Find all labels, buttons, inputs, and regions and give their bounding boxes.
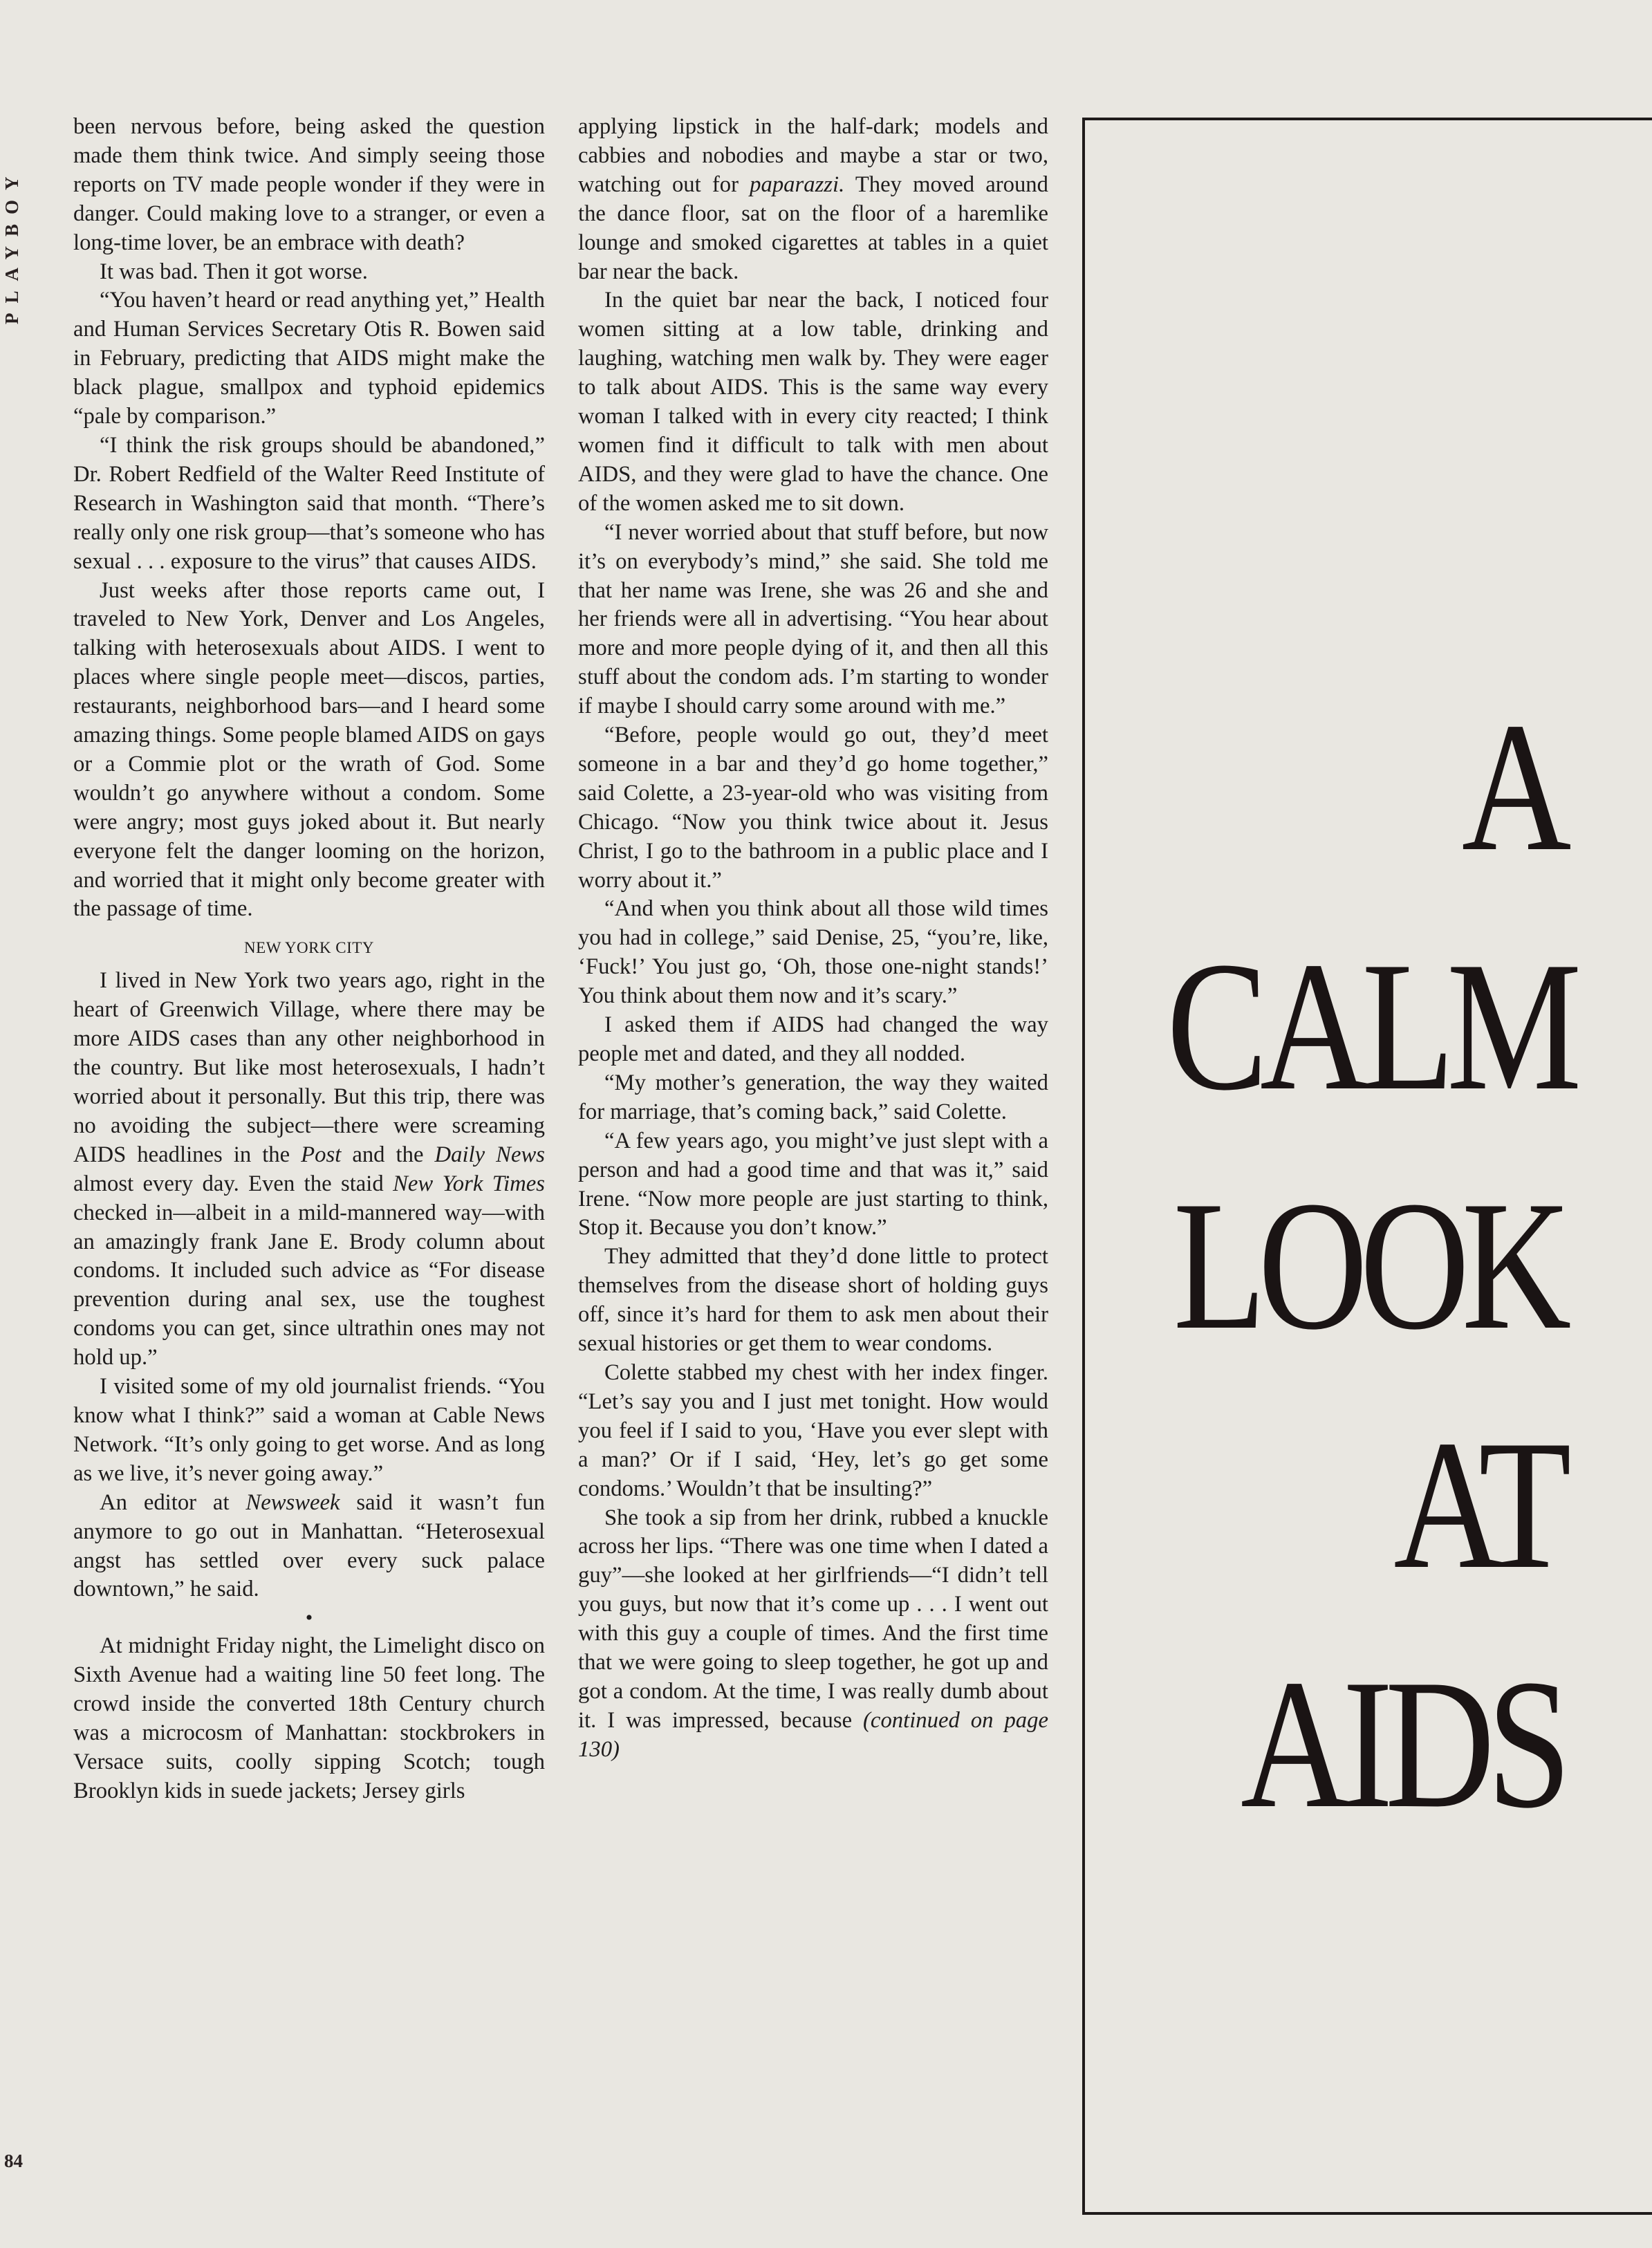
paragraph: been nervous before, being asked the question made them think twice. And simply seeing those reports on TV made people wonder if they were in danger. Could making love to a stranger, or even a long-time lover, be an embrace with death?	[73, 114, 545, 255]
page-number: 84	[4, 2151, 23, 2171]
article-column-1	[73, 113, 545, 1806]
paragraph: At midnight Friday night, the Limelight disco on Sixth Avenue had a waiting line 50 feet long. The crowd inside the converted 18th Century church was a microcosm of Manhattan: stockbrokers in Versace suits, coolly sipping Scotch; tough Brooklyn kids in suede jackets; Jersey girls	[73, 1633, 545, 1803]
paragraph: An editor at Newsweek said it wasn’t fun anymore to go out in Manhattan. “Heterosexual angst has settled over every suck palace downtown,” he said.	[73, 1489, 545, 1602]
paragraph: “I think the risk groups should be abandoned,” Dr. Robert Redfield of the Walter Reed Institute of Research in Washington said that month. “There’s really only one risk group—that’s someone who has sexual . . . exposure to the virus” that causes AIDS.	[73, 432, 545, 574]
title-box	[1082, 118, 1652, 2215]
paragraph: Colette stabbed my chest with her index finger. “Let’s say you and I just met tonight. How would you feel if I said to you, ‘Have you ever slept with a man?’ Or if I said, ‘Hey, let’s go get some condoms.’ Wouldn’t that be insulting?”	[578, 1359, 1048, 1501]
section-bullet: •	[305, 1606, 313, 1630]
paragraph: They admitted that they’d done little to protect themselves from the disease short of holding guys off, since it’s hard for them to ask men about their sexual histories or get them to wear condoms.	[578, 1244, 1048, 1357]
paragraph: “And when you think about all those wild times you had in college,” said Denise, 25, “you’re, like, ‘Fuck!’ You just go, ‘Oh, those one-night stands!’ You think about them now and it’s scary.”	[578, 896, 1048, 1009]
paragraph: applying lipstick in the half-dark; models and cabbies and nobodies and maybe a star or two, watching out for paparazzi. They moved around the dance floor, sat on the floor of a haremlike lounge and smoked cigarettes at tables in a quiet bar near the back.	[578, 114, 1048, 284]
paragraph: She took a sip from her drink, rubbed a knuckle across her lips. “There was one time when I dated a guy”—she looked at her girlfriends—“I didn’t tell you guys, but now that it’s come up . . . I went out with this guy a couple of times. And the first time that we were going to sleep together, he got up and got a condom. At the time, I was really dumb about it. I was impressed, because (continued on page 130)	[578, 1505, 1048, 1762]
title-word: A	[1461, 684, 1563, 889]
paragraph: “My mother’s generation, the way they waited for marriage, that’s coming back,” said Colette.	[578, 1070, 1048, 1124]
paragraph: Just weeks after those reports came out, I traveled to New York, Denver and Los Angeles, talking with heterosexuals about AIDS. I went to places where single people meet—discos, parties, restaurants, neighborhood bars—and I heard some amazing things. Some people blamed AIDS on gays or a Commie plot or the wrath of God. Some wouldn’t go anywhere without a condom. Some were angry; most guys joked about it. But nearly everyone felt the danger looming on the horizon, and worried that it might only become greater with the passage of time.	[73, 577, 545, 922]
paragraph: It was bad. Then it got worse.	[100, 259, 368, 284]
paragraph: In the quiet bar near the back, I noticed four women sitting at a low table, drinking and laughing, watching men walk by. They were eager to talk about AIDS. This is the same way every woman I talked with in every city reacted; I think women find it difficult to talk with men about AIDS, and they were glad to have the chance. One of the women asked me to sit down.	[578, 288, 1048, 516]
paragraph: “You haven’t heard or read anything yet,” Health and Human Services Secretary Otis R. Bowen said in February, predicting that AIDS might make the black plague, smallpox and typhoid epidemics “pale by comparison.”	[73, 288, 545, 429]
paragraph: I lived in New York two years ago, right in the heart of Greenwich Village, where there may be more AIDS cases than any other neighborhood in the country. But like most heterosexuals, I hadn’t worried about it personally. But this trip, there was no avoiding the subject—there were screaming AIDS headlines in the Post and the Daily News almost every day. Even the staid New York Times checked in—albeit in a mild-mannered way—with an amazingly frank Jane E. Brody column about condoms. It included such advice as “For disease prevention during anal sex, use the toughest condoms you can get, since ultrathin ones may not hold up.”	[73, 968, 546, 1371]
paragraph: I visited some of my old journalist friends. “You know what I think?” said a woman at Cable News Network. “It’s only going to get worse. And as long as we live, it’s never going away.”	[73, 1374, 545, 1486]
section-heading: NEW YORK CITY	[244, 939, 374, 957]
article-title	[1079, 684, 1575, 1891]
paragraph: “Before, people would go out, they’d meet someone in a bar and they’d go home together,” said Colette, a 23-year-old who was visiting from Chicago. “Now you think twice about it. Jesus Christ, I go to the bathroom in a public place and I worry about it.”	[578, 723, 1048, 893]
paragraph: “A few years ago, you might’ve just slept with a person and had a good time and that was it,” said Irene. “Now more people are just starting to think, Stop it. Because you don’t know.”	[578, 1128, 1048, 1241]
paragraph: I asked them if AIDS had changed the way people met and dated, and they all nodded.	[578, 1012, 1048, 1066]
continued-note: (continued on page 130)	[578, 1707, 1048, 1762]
title-word: AIDS	[1241, 1641, 1563, 1846]
paragraph: “I never worried about that stuff before, but now it’s on everybody’s mind,” she said. She told me that her name was Irene, she was 26 and she and her friends were all in advertising. “You hear about more and more people dying of it, and then all this stuff about the condom ads. I’m starting to wonder if maybe I should carry some around with me.”	[578, 519, 1048, 719]
article-column-2	[578, 113, 1048, 1765]
magazine-logo: PLAYBOY	[1, 167, 22, 324]
title-word: AT	[1393, 1402, 1563, 1607]
title-word: LOOK	[1173, 1162, 1563, 1368]
title-word: CALM	[1167, 923, 1575, 1128]
